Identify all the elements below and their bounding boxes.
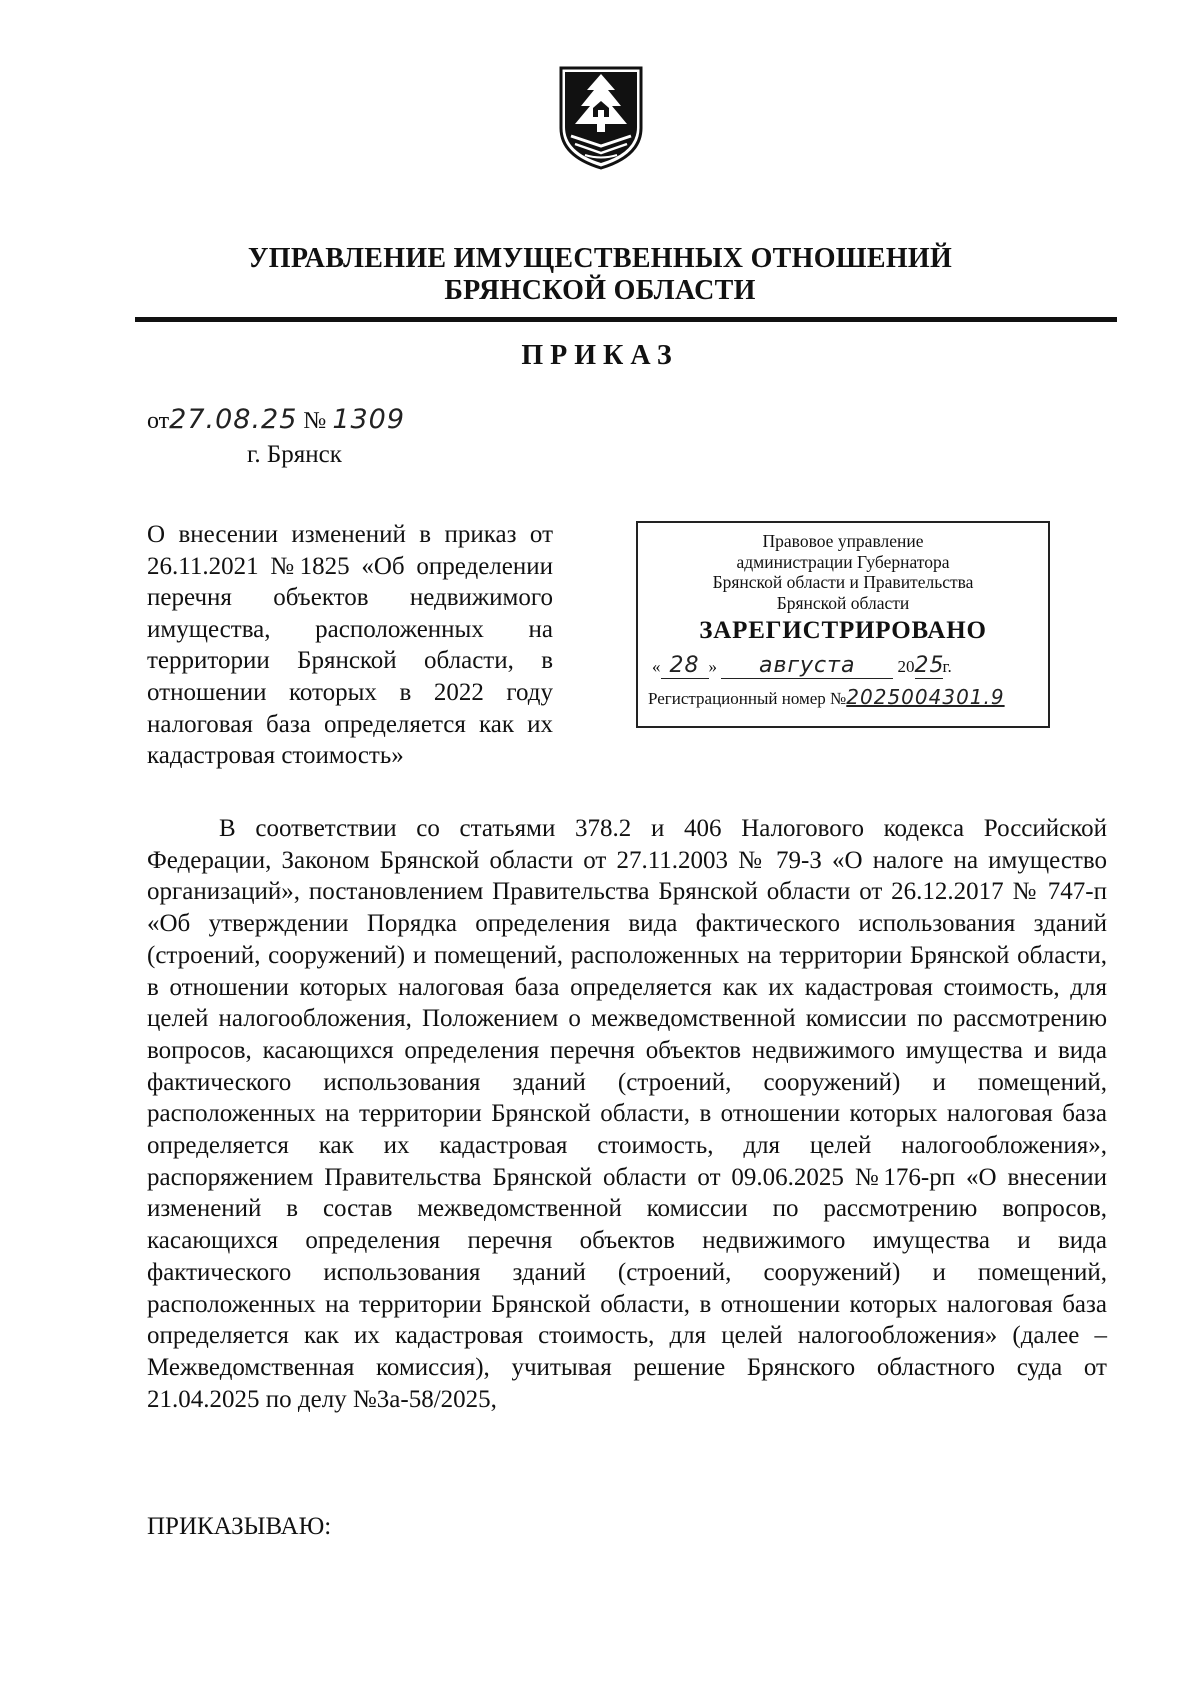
stamp-close-quote: »	[708, 657, 717, 676]
stamp-date-line	[638, 653, 1048, 679]
stamp-line-4: Брянской области	[776, 592, 910, 613]
stamp-open-quote: «	[652, 657, 661, 676]
stamp-title: ЗАРЕГИСТРИРОВАНО	[699, 617, 987, 644]
date-prefix: от	[147, 408, 170, 434]
stamp-month: августа	[759, 653, 856, 678]
stamp-line-2: администрации Губернатора	[736, 551, 950, 572]
date-number-line	[147, 404, 405, 435]
handwritten-number: 1309	[332, 404, 406, 435]
coat-of-arms-icon	[555, 60, 647, 172]
document-subject: О внесении изменений в приказ от 26.11.2021 №1825 «Об определении перечня объектов недвижимого имущества, расположенных на территории Брянской области, в отношении которых в 2022 году налоговая база определяется как их кадастровая стоимость»	[147, 521, 553, 770]
organization-line-1: УПРАВЛЕНИЕ ИМУЩЕСТВЕННЫХ ОТНОШЕНИЙ	[247, 243, 953, 274]
stamp-year-unit: г.	[942, 657, 952, 676]
stamp-day: 28	[669, 653, 700, 678]
city: г. Брянск	[247, 441, 342, 468]
document-body	[147, 813, 1107, 1415]
stamp-reg-number: 2025004301.9	[846, 685, 1005, 709]
stamp-year-prefix: 20	[897, 657, 915, 676]
stamp-year-suffix: 25	[914, 653, 945, 678]
document-type: ПРИКАЗ	[521, 340, 679, 371]
registration-stamp	[636, 521, 1050, 728]
header-divider	[135, 317, 1117, 322]
handwritten-date: 27.08.25	[169, 404, 298, 435]
order-word: ПРИКАЗЫВАЮ:	[147, 1513, 332, 1540]
stamp-line-1: Правовое управление	[762, 531, 924, 551]
stamp-line-3: Брянской области и Правительства	[712, 572, 974, 592]
stamp-registration-line	[638, 685, 1048, 709]
stamp-reg-label: Регистрационный номер №	[648, 689, 847, 708]
organization-line-2: БРЯНСКОЙ ОБЛАСТИ	[444, 275, 756, 306]
body-paragraph: В соответствии со статьями 378.2 и 406 Налогового кодекса Российской Федерации, Законом Брянской области от 27.11.2003 № 79-З «О налоге на имущество организаций», постановлением Правительства Брянской области от 26.12.2017 № 747-п «Об утверждении Порядка определения вида фактического использования зданий (строений, сооружений) и помещений, расположенных на территории Брянской области, в отношении которых налоговая база определяется как их кадастровая стоимость, для целей налогообложения, Положением о межведомственной комиссии по рассмотрению вопросов, касающихся определения перечня объектов недвижимого имущества и вида фактического использования зданий (строений, сооружений) и помещений, расположенных на территории Брянской области, в отношении которых налоговая база определяется как их кадастровая стоимость, для целей налогообложения», распоряжением Правительства Брянской области от 09.06.2025 №176-рп «О внесении изменений в состав межведомственной комиссии по рассмотрению вопросов, касающихся определения перечня объектов недвижимого имущества и вида фактического использования зданий (строений, сооружений) и помещений, расположенных на территории Брянской области, в отношении которых налоговая база определяется как их кадастровая стоимость, для целей налогообложения» (далее – Межведомственная комиссия), учитывая решение Брянского областного суда от 21.04.2025 по делу №3а-58/2025,	[147, 815, 1107, 1413]
number-sign: №	[303, 408, 327, 434]
organization-name	[0, 243, 1200, 307]
